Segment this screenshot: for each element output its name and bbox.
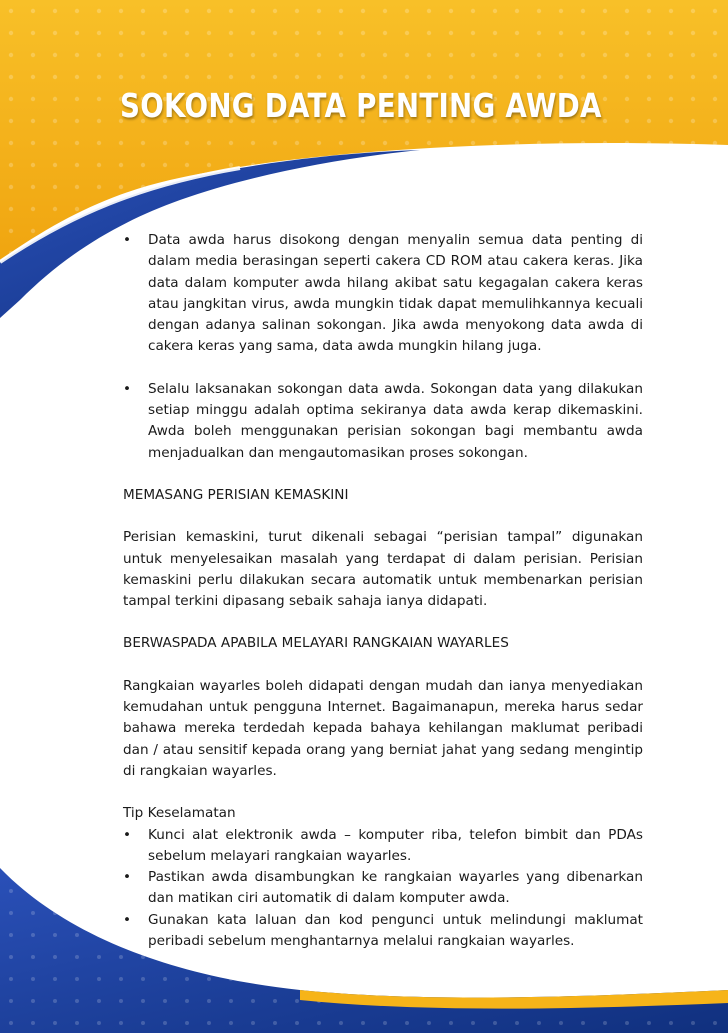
- list-item-text: Pastikan awda disambungkan ke rangkaian wayarles yang dibenarkan dan matikan ciri automatik di dalam komputer awda.: [148, 869, 643, 907]
- list-item-text: Data awda harus disokong dengan menyalin semua data penting di dalam media berasingan seperti cakera CD ROM atau cakera keras. Jika data dalam komputer awda hilang akibat satu kegagalan cakera keras atau jangkitan virus, awda mungkin tidak dapat memulihkannya kecuali dengan adanya salinan sokongan. Jika awda menyokong data awda di cakera keras yang sama, data awda mungkin hilang juga.: [148, 232, 643, 355]
- list-item-text: Selalu laksanakan sokongan data awda. Sokongan data yang dilakukan setiap minggu adalah optima sekiranya data awda kerap dikemaskini. Awda boleh menggunakan perisian sokongan bagi membantu awda menjadualkan dan mengautomasikan proses sokongan.: [148, 380, 643, 461]
- list-item: [123, 910, 643, 953]
- section-body-wireless: Rangkaian wayarles boleh didapati dengan mudah dan ianya menyediakan kemudahan untuk pengguna Internet. Bagaimanapun, mereka harus sedar bahawa mereka terdedah kepada bahaya kehilangan maklumat peribadi dan / atau sensitif kepada orang yang berniat jahat yang sedang mengintip di rangkaian wayarles.: [123, 677, 643, 779]
- list-item: [123, 379, 643, 464]
- bullet-icon: •: [123, 826, 132, 843]
- intro-bullet-list: [123, 230, 643, 464]
- section-heading-wireless: BERWASPADA APABILA MELAYARI RANGKAIAN WAYARLES: [123, 635, 509, 652]
- list-item-text: Kunci alat elektronik awda – komputer riba, telefon bimbit dan PDAs sebelum melayari rangkaian wayarles.: [148, 826, 643, 864]
- list-item-text: Gunakan kata laluan dan kod pengunci untuk melindungi maklumat peribadi sebelum menghantarnya melalui rangkaian wayarles.: [148, 911, 643, 950]
- bullet-icon: •: [123, 911, 132, 928]
- list-item: [123, 867, 643, 910]
- section-body-updates: Perisian kemaskini, turut dikenali sebagai “perisian tampal” digunakan untuk menyelesaikan masalah yang terdapat di dalam perisian. Perisian kemaskini perlu dilakukan secara automatik untuk membenarkan perisian tampal terkini dipasang sebaik sahaja ianya didapati.: [123, 529, 643, 610]
- bullet-icon: •: [123, 869, 132, 886]
- tips-list: [123, 825, 643, 953]
- tips-heading: Tip Keselamatan: [123, 805, 236, 822]
- main-content: [123, 230, 643, 952]
- bullet-icon: •: [123, 232, 132, 248]
- list-item: [123, 825, 643, 868]
- page-title: SOKONG DATA PENTING AWDA: [120, 86, 602, 125]
- bullet-icon: •: [123, 380, 132, 397]
- section-heading-updates: MEMASANG PERISIAN KEMASKINI: [123, 486, 349, 503]
- list-item: [123, 230, 643, 358]
